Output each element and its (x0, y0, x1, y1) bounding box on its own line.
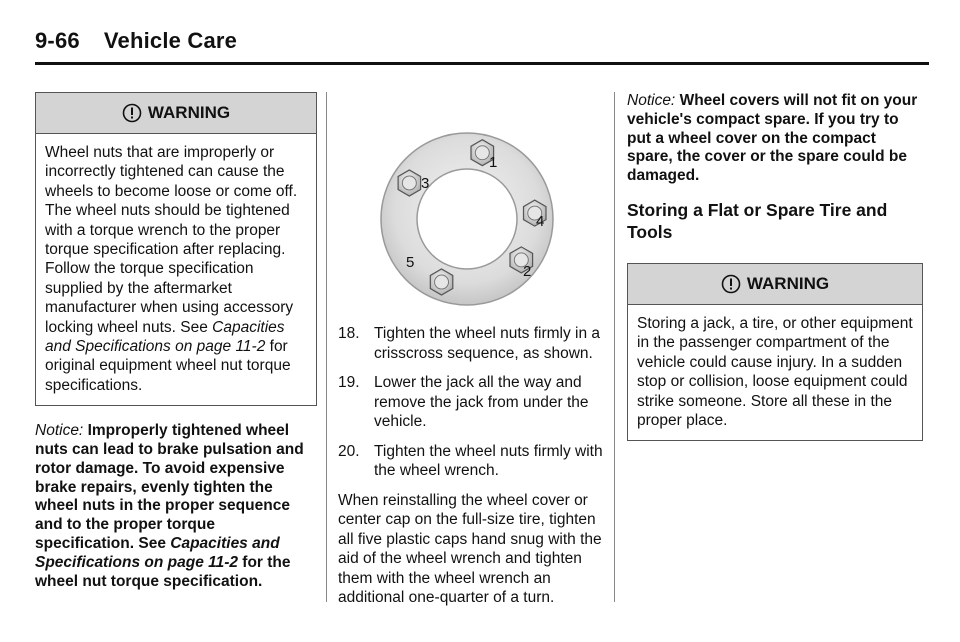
notice-paragraph (35, 422, 317, 591)
warning-label: WARNING (147, 103, 231, 123)
step-text: Lower the jack all the way and remove the jack from under the vehicle. (374, 374, 589, 430)
warning-body (36, 134, 316, 405)
steps-list (338, 324, 610, 481)
section-title: Vehicle Care (103, 28, 238, 53)
notice-tail: for the wheel nut torque specification. (35, 553, 291, 590)
section-heading: Storing a Flat or Spare Tire and Tools (627, 199, 888, 243)
warning-tail: for original equipment wheel nut torque specifications. (45, 338, 291, 394)
warning-header (36, 93, 316, 134)
step-number: 20. (338, 442, 360, 460)
nut-label-4: 4 (536, 213, 545, 230)
middle-column (338, 92, 610, 608)
warning-icon (721, 274, 741, 294)
step-item (338, 373, 610, 432)
step-text: Tighten the wheel nuts firmly with the wheel wrench. (374, 442, 603, 479)
step-number: 19. (338, 374, 360, 391)
warning-link[interactable]: Capacities and Specifications on page 11-2 (45, 318, 285, 356)
column-divider-2 (614, 92, 615, 602)
notice-text: Wheel covers will not fit on your vehicle's compact spare. If you try to put a wheel cover on the compact spare, the cover or the spare could be damaged. (627, 92, 918, 185)
warning-label: WARNING (746, 274, 830, 294)
lug-nut (398, 170, 421, 196)
header-rule (35, 62, 929, 65)
page-number: 9-66 (35, 28, 80, 53)
step-item (338, 324, 610, 363)
lug-nut (430, 269, 453, 295)
notice-label: Notice: (627, 92, 676, 109)
header-text (35, 28, 237, 53)
warning-box (35, 92, 317, 406)
nut-label-3: 3 (421, 175, 430, 192)
nut-label-1: 1 (489, 154, 498, 171)
left-column (35, 92, 317, 591)
notice-text: Improperly tightened wheel nuts can lead to brake pulsation and rotor damage. To avoid expensive brake repairs, evenly tighten the wheel nuts in the proper sequence and to the proper torque specification. See (35, 422, 304, 553)
right-column (627, 92, 923, 441)
warning-icon (122, 103, 142, 123)
step-number: 18. (338, 325, 360, 342)
warning-box (627, 263, 923, 441)
nut-label-5: 5 (406, 254, 415, 271)
warning-text: Wheel nuts that are improperly or incorrectly tightened can cause the wheels to become loose or come off. The wheel nuts should be tightened with a torque wrench to the proper torque specification after replacing. Follow the torque specification supplied by the aftermarket manufacturer when using accessory locking wheel nuts. See (45, 144, 298, 336)
step-item (338, 442, 610, 481)
page-header (35, 28, 929, 54)
wheel-nut-diagram (338, 112, 610, 312)
wheel-hub-illustration (338, 112, 610, 312)
warning-header (628, 264, 922, 305)
notice-label: Notice: (35, 422, 84, 440)
step-text: Tighten the wheel nuts firmly in a crisscross sequence, as shown. (374, 325, 601, 362)
nut-label-2: 2 (523, 263, 532, 280)
compact-spare-notice (627, 92, 923, 186)
warning-body: Storing a jack, a tire, or other equipment in the passenger compartment of the vehicle could cause injury. In a sudden stop or collision, loose equipment could strike someone. Store all these in the proper place. (637, 314, 913, 430)
notice-link[interactable]: Capacities and Specifications on page 11-2 (35, 535, 280, 571)
reinstall-paragraph: When reinstalling the wheel cover or center cap on the full-size tire, tighten all five plastic caps hand snug with the aid of the wheel wrench and tighten them with the wheel wrench an additional one-quarter of a turn. (338, 491, 602, 606)
column-divider-1 (326, 92, 327, 602)
